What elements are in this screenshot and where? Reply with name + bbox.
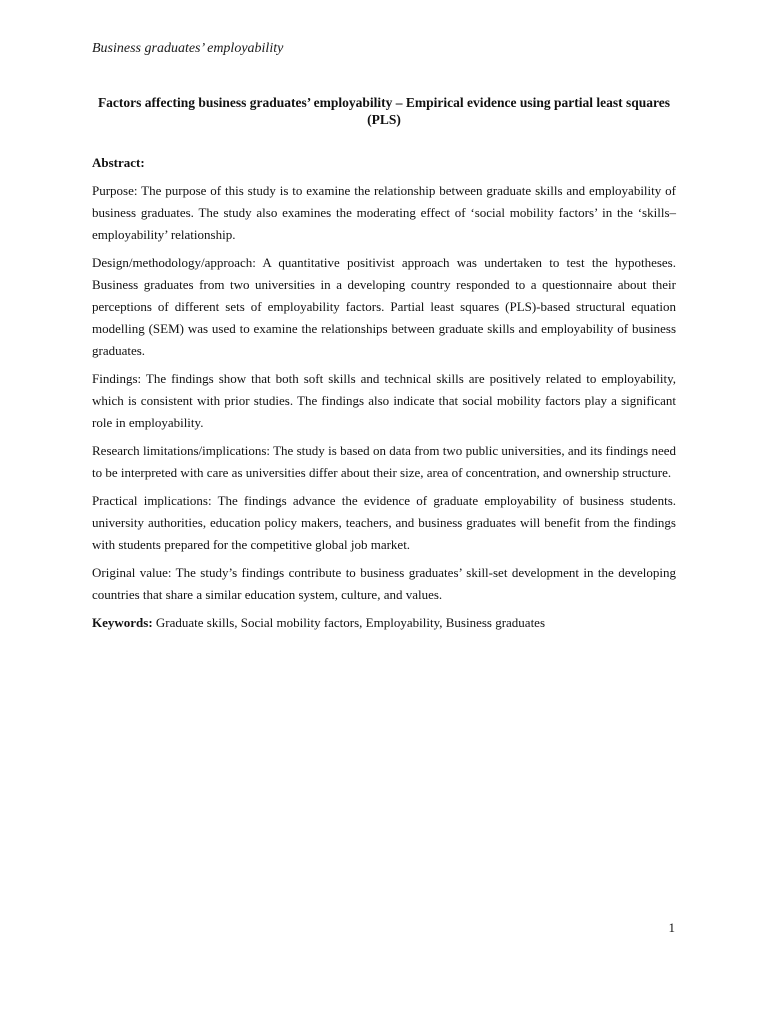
running-head: Business graduates’ employability — [92, 41, 284, 56]
abstract-design: Design/methodology/approach: A quantitative positivist approach was undertaken to test the hypotheses. Business graduates from two universities in a developing country responded to a questionnaire about their perceptions of different sets of employability factors. Partial least squares (PLS)-based structural equation modelling (SEM) was used to examine the relationships between graduate skills and employability of business graduates. — [92, 255, 676, 358]
keywords — [92, 612, 676, 634]
abstract-limitations: Research limitations/implications: The study is based on data from two public universities, and its findings need to be interpreted with care as universities differ about their size, area of concentration, and ownership structure. — [92, 443, 676, 480]
abstract-section — [92, 152, 676, 640]
keywords-text: Graduate skills, Social mobility factors, Employability, Business graduates — [152, 615, 546, 630]
page-number: 1 — [668, 920, 675, 935]
keywords-label: Keywords: — [92, 615, 153, 630]
abstract-findings: Findings: The findings show that both soft skills and technical skills are positively related to employability, which is consistent with prior studies. The findings also indicate that social mobility factors play a significant role in employability. — [92, 371, 676, 430]
abstract-original-value: Original value: The study’s findings contribute to business graduates’ skill-set development in the developing countries that share a similar education system, culture, and values. — [92, 565, 676, 602]
paper-title: Factors affecting business graduates’ employability – Empirical evidence using partial least squares (PLS) — [97, 95, 671, 127]
abstract-heading: Abstract: — [92, 155, 145, 170]
abstract-purpose: Purpose: The purpose of this study is to examine the relationship between graduate skills and employability of business graduates. The study also examines the moderating effect of ‘social mobility factors’ in the ‘skills–employability’ relationship. — [92, 183, 676, 242]
abstract-practical: Practical implications: The findings advance the evidence of graduate employability of business students. university authorities, education policy makers, teachers, and business graduates will benefit from the findings with students prepared for the competitive global job market. — [92, 493, 676, 552]
